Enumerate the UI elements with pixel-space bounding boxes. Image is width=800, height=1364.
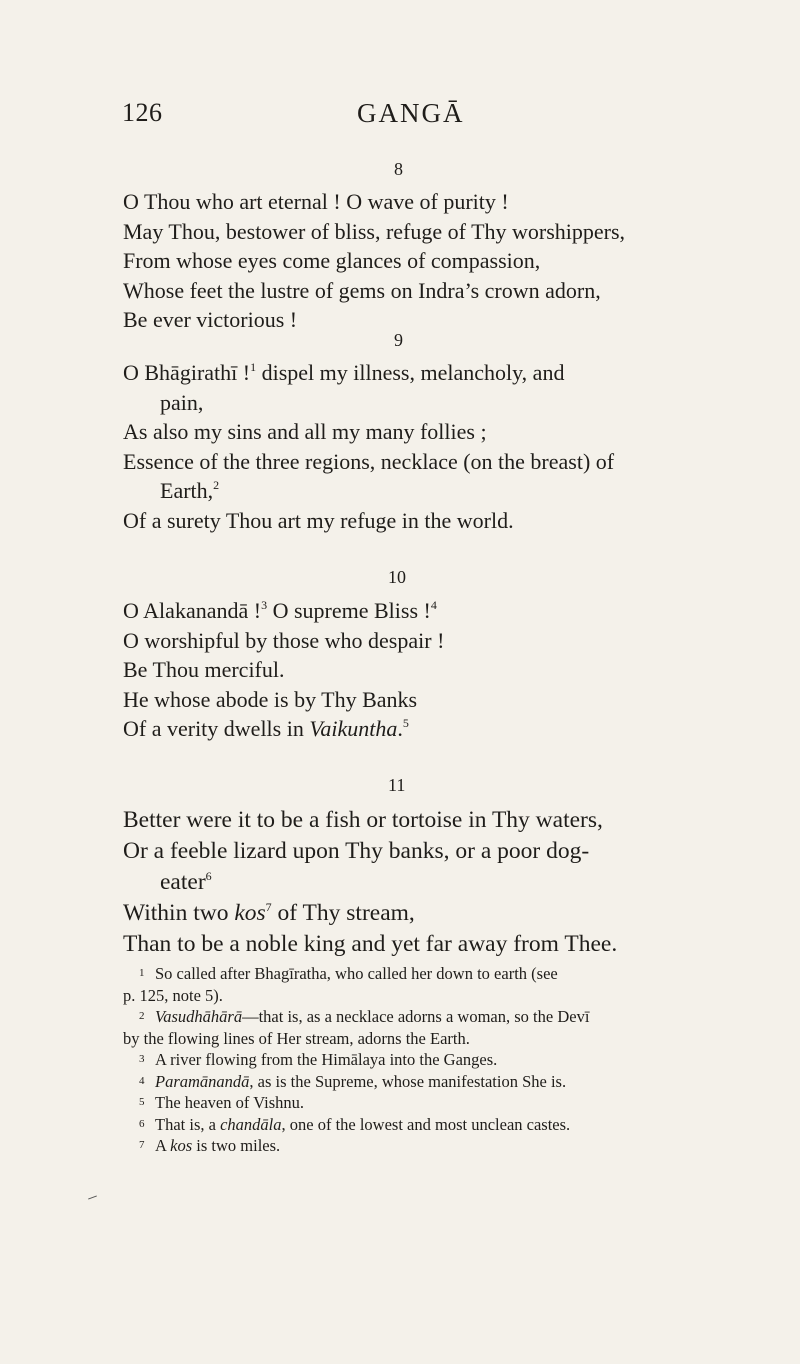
footnote-ref: 4	[430, 598, 437, 612]
footnote-ref: 7	[265, 900, 272, 914]
footnote-marker: 7	[139, 1139, 145, 1151]
footnote-text: is two miles.	[192, 1136, 281, 1155]
footnote-2-cont: by the flowing lines of Her stream, adorns the Earth.	[123, 1028, 470, 1048]
verse-10	[123, 596, 763, 744]
verse-line	[123, 596, 763, 626]
verse-line: Whose feet the lustre of gems on Indra’s crown adorn,	[123, 277, 601, 303]
footnote-text: , one of the lowest and most unclean castes.	[281, 1114, 571, 1134]
verse-line	[123, 867, 763, 898]
footnote-text-italic: kos	[170, 1136, 193, 1155]
footnote-text-italic: Paramānandā	[155, 1071, 250, 1091]
verse-line: pain,	[160, 389, 204, 415]
footnote-2	[123, 1006, 783, 1028]
footnote-ref: 6	[205, 869, 212, 883]
footnote-ref: 3	[261, 598, 268, 612]
pencil-mark	[88, 1195, 97, 1199]
verse-line: May Thou, bestower of bliss, refuge of Thy worshippers,	[123, 218, 626, 244]
footnote-text-italic: Vasudhāhārā	[155, 1007, 243, 1026]
verse-line: Of a surety Thou art my refuge in the world.	[123, 507, 514, 533]
verse-line: Better were it to be a fish or tortoise in Thy waters,	[123, 807, 603, 833]
verse-line	[123, 476, 763, 506]
footnote-marker: 2	[139, 1010, 145, 1022]
footnote-5	[123, 1092, 783, 1114]
verse-text: eater	[160, 869, 206, 895]
verse-line: Be ever victorious !	[123, 307, 298, 332]
footnote-marker: 6	[139, 1117, 145, 1130]
footnote-marker: 1	[139, 967, 145, 979]
verse-8	[123, 187, 763, 335]
verse-9	[123, 358, 763, 535]
footnote-text: A	[155, 1136, 171, 1155]
verse-text: Of a verity dwells in	[123, 716, 310, 741]
footnote-text: , as is the Supreme, whose manifestation She is.	[249, 1071, 567, 1091]
footnote-1	[123, 963, 783, 985]
verse-text: O supreme Bliss !	[267, 598, 431, 623]
footnote-text: That is, a	[155, 1114, 221, 1134]
verse-line: Be Thou merciful.	[123, 657, 285, 682]
verse-line	[123, 358, 763, 388]
footnote-6	[123, 1114, 783, 1136]
footnote-4	[123, 1071, 783, 1093]
footnote-text: The heaven of Vishnu.	[155, 1093, 304, 1112]
footnote-text: —that is, as a necklace adorns a woman, so the Devī	[242, 1007, 590, 1026]
verse-text: O Alakanandā !	[123, 598, 262, 623]
verse-number-11: 11	[388, 775, 406, 795]
verse-text: dispel my illness, melancholy, and	[256, 360, 565, 385]
footnote-text: A river flowing from the Himālaya into the Ganges.	[155, 1050, 498, 1069]
footnote-7	[123, 1135, 783, 1157]
verse-line	[123, 714, 763, 744]
footnote-ref: 2	[213, 478, 220, 492]
verse-line: Than to be a noble king and yet far away from Thee.	[123, 931, 618, 957]
verse-number-8: 8	[394, 159, 403, 179]
page-number: 126	[122, 98, 163, 127]
verse-number-10: 10	[388, 567, 406, 587]
verse-text: .	[397, 716, 403, 741]
footnote-marker: 4	[139, 1074, 145, 1087]
verse-text: O Bhāgirathī !	[123, 360, 251, 385]
footnote-marker: 5	[139, 1096, 145, 1108]
verse-number-9: 9	[394, 330, 403, 350]
footnote-marker: 3	[139, 1053, 145, 1065]
verse-line: He whose abode is by Thy Banks	[123, 686, 418, 712]
footnote-text-italic: chandāla	[220, 1114, 282, 1134]
verse-line: O Thou who art eternal ! O wave of purity !	[123, 189, 509, 214]
verse-line: Or a feeble lizard upon Thy banks, or a poor dog-	[123, 838, 590, 864]
verse-line: As also my sins and all my many follies ;	[123, 419, 487, 444]
running-title: GANGĀ	[357, 98, 465, 128]
footnote-ref: 5	[402, 716, 409, 730]
verse-text: Within two	[123, 900, 235, 926]
footnote-ref: 1	[250, 360, 257, 374]
verse-text-italic: Vaikuntha	[309, 716, 398, 741]
verse-text: of Thy stream,	[271, 900, 415, 926]
footnotes	[123, 963, 783, 1157]
verse-text: Earth,	[160, 478, 214, 503]
verse-line: From whose eyes come glances of compassion,	[123, 248, 541, 273]
footnote-1-cont: p. 125, note 5).	[123, 985, 223, 1005]
verse-line	[123, 898, 763, 929]
verse-text-italic: kos	[234, 900, 266, 926]
footnote-3	[123, 1049, 783, 1071]
verse-11	[123, 805, 763, 960]
footnote-text: So called after Bhagīratha, who called her down to earth (see	[155, 964, 558, 983]
verse-line: O worshipful by those who despair !	[123, 627, 445, 653]
verse-line: Essence of the three regions, necklace (on the breast) of	[123, 448, 615, 474]
